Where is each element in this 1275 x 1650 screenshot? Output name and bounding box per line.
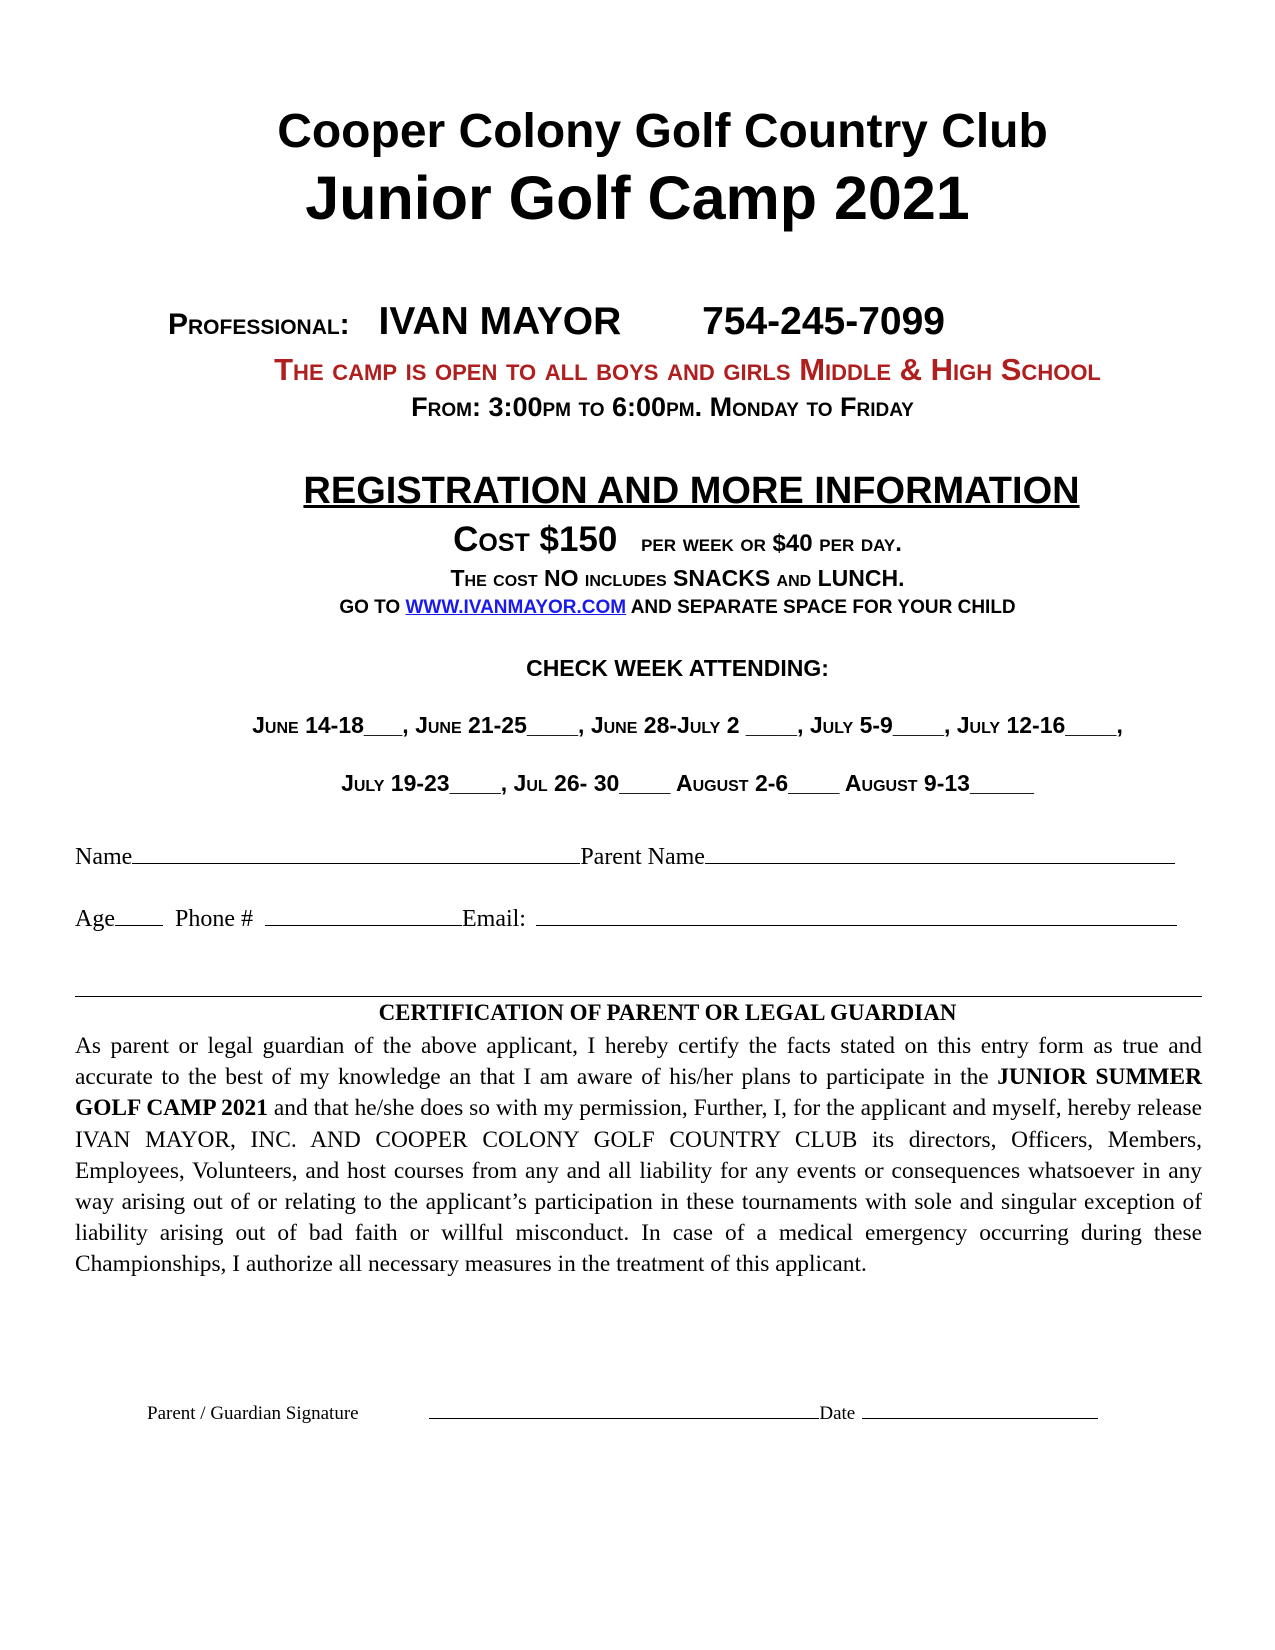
cost-rest: per week or $40 per day. [641,530,902,557]
camp-title: Junior Golf Camp 2021 [305,164,970,232]
professional-row [168,300,945,344]
date-label: Date [819,1403,856,1424]
age-field[interactable] [115,905,163,926]
registration-heading: REGISTRATION AND MORE INFORMATION [303,470,1080,512]
certification-text-part: and that he/she does so with my permission, Further, I, for the applicant and myself, hereby release IVAN MAYOR, INC. AND COOPER COLONY GOLF COUNTRY CLUB its directors, Officers, Members, Employees, Volunteers, and host courses from any and all liability for any events or consequences whatsoever in any way arising out of or relating to the applicant’s participation in these tournaments with sole and singular exception of liability arising out of bad faith or willful misconduct. In case of a medical emergency occurring during these Championships, I authorize all necessary measures in the treatment of this applicant. [75,1095,1203,1278]
website-line [0,597,1275,619]
certification-heading: CERTIFICATION OF PARENT OR LEGAL GUARDIAN [378,1000,957,1025]
check-week-heading: CHECK WEEK ATTENDING: [526,655,829,681]
club-name: Cooper Colony Golf Country Club [277,105,1048,158]
hours-line: From: 3:00pm to 6:00pm. Monday to Friday [411,392,914,422]
signature-row [147,1402,1098,1425]
certification-text-part: As parent or legal guardian of the above applicant, I hereby certify the facts stated on this entry form as true and accurate to the best of my knowledge an that I am aware of his/her plans to participate in the [75,1033,1202,1091]
professional-name: IVAN MAYOR [378,300,622,343]
email-label: Email: [461,906,526,932]
certification-camp-name: JUNIOR SUMMER GOLF CAMP 2021 [75,1064,1202,1122]
professional-label: Professional: [168,308,350,341]
parent-name-field[interactable] [705,843,1175,864]
certification-text [75,1031,1202,1281]
website-prefix: GO TO [339,597,401,618]
phone-field[interactable] [265,905,462,926]
section-divider [75,996,1202,997]
professional-phone: 754-245-7099 [702,300,945,343]
open-to-line: The camp is open to all boys and girls Middle & High School [274,352,1101,387]
website-suffix: AND SEPARATE SPACE FOR YOUR CHILD [630,597,1016,618]
parent-name-label: Parent Name [580,844,705,870]
cost-main: Cost $150 [453,520,618,559]
name-label: Name [75,844,133,870]
contact-row [75,905,1177,933]
signature-label: Parent / Guardian Signature [147,1403,359,1424]
weeks-row[interactable]: July 19-23____, Jul 26- 30____ August 2-6____ August 9-13_____ [341,770,1034,796]
date-field[interactable] [862,1402,1098,1419]
age-label: Age [75,906,115,932]
signature-field[interactable] [429,1402,819,1419]
cost-line [0,520,1275,560]
email-field[interactable] [536,905,1177,926]
website-link[interactable]: WWW.IVANMAYOR.COM [405,597,627,618]
cost-excludes-line: The cost NO includes SNACKS and LUNCH. [450,565,905,591]
name-field[interactable] [132,843,580,864]
weeks-row[interactable]: June 14-18___, June 21-25____, June 28-July 2 ____, July 5-9____, July 12-16____, [252,712,1123,738]
name-row [75,843,1175,871]
phone-label: Phone # [174,906,253,932]
